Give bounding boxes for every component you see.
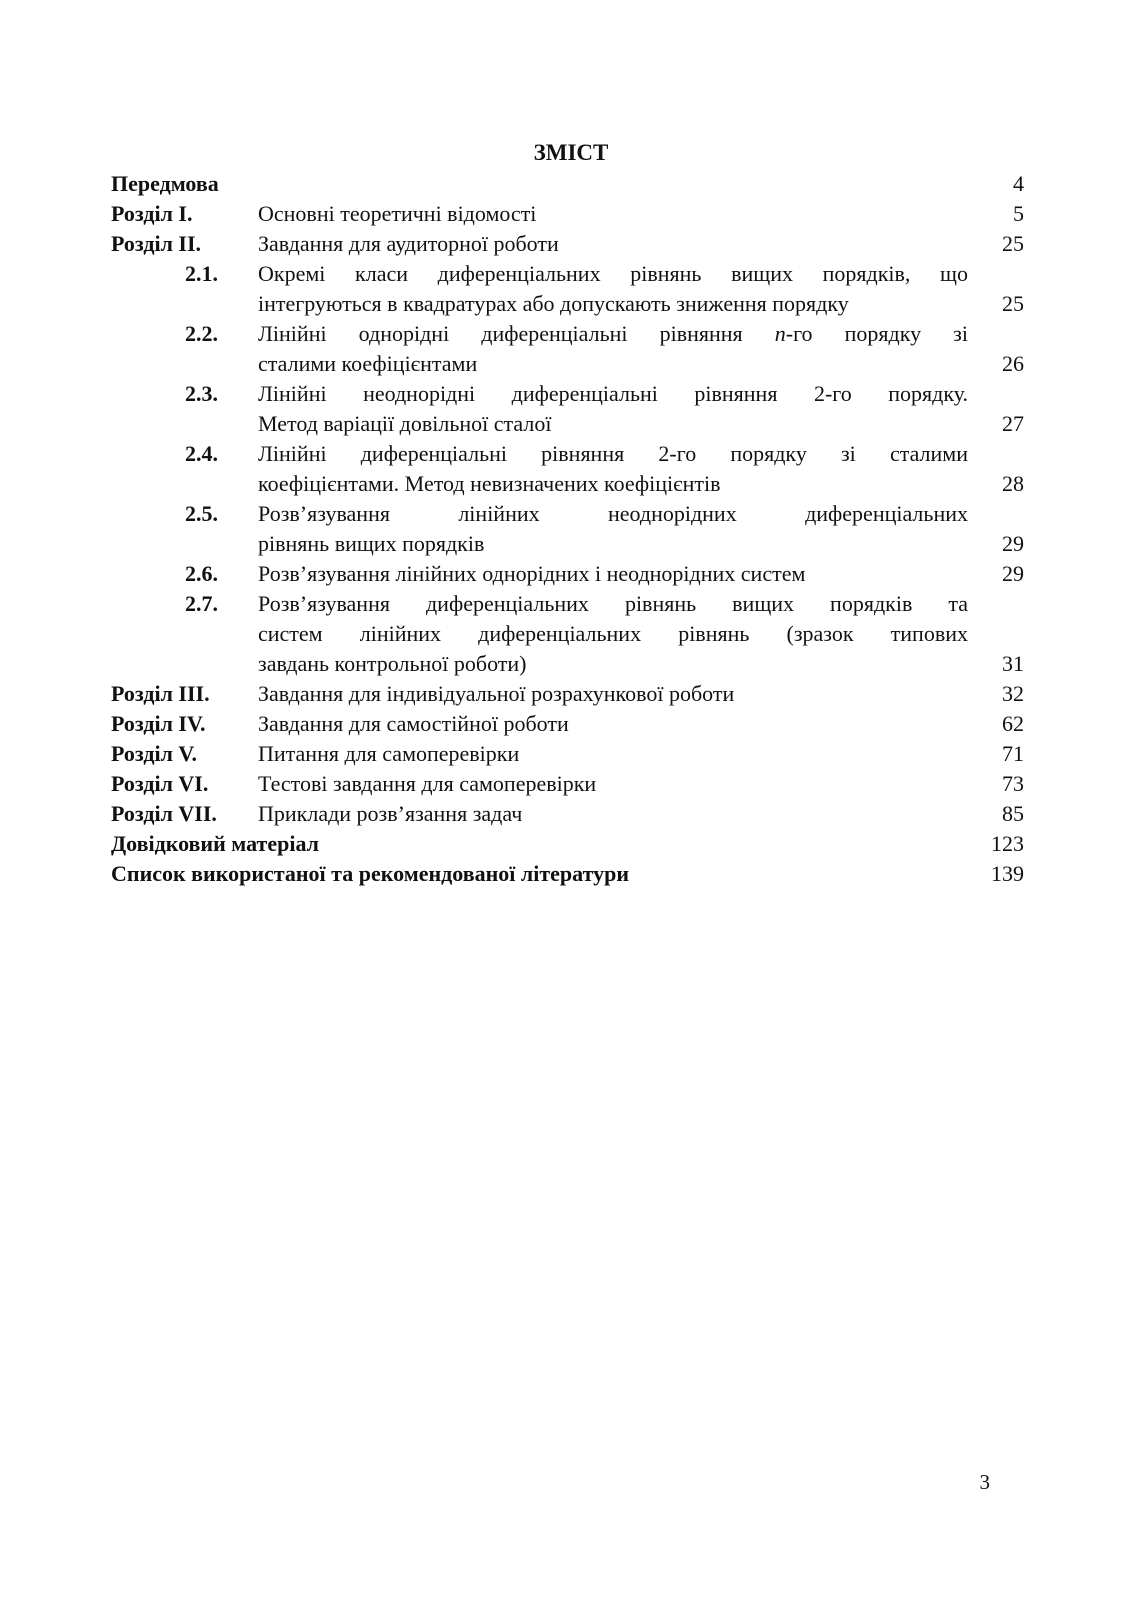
toc-label: 2.2. <box>185 321 218 346</box>
toc-label: 2.5. <box>185 501 218 526</box>
toc-page: 123 <box>991 831 1024 856</box>
toc-entry-2-4[interactable] <box>0 439 1142 499</box>
toc-text-line: Тестові завдання для самоперевірки <box>258 771 597 796</box>
toc-entry-2-5[interactable] <box>0 499 1142 559</box>
toc-page: 29 <box>1002 561 1024 586</box>
toc-text-line: Розв’язування лінійних неоднорідних диференціальних <box>258 501 968 526</box>
toc-entry-2-3[interactable] <box>0 379 1142 439</box>
toc-text-line: Питання для самоперевірки <box>258 741 520 766</box>
toc-text-line: Завдання для індивідуальної розрахункової роботи <box>258 681 735 706</box>
toc-text-line: рівнянь вищих порядків <box>258 531 485 556</box>
toc-label: Розділ II. <box>111 231 202 256</box>
math-variable: n <box>774 321 786 346</box>
toc-entry-section-3[interactable] <box>0 679 1142 709</box>
toc-text-line: Завдання для самостійної роботи <box>258 711 569 736</box>
toc-text-line: Розв’язування диференціальних рівнянь вищих порядків та <box>258 591 968 616</box>
toc-label: 2.4. <box>185 441 218 466</box>
toc-page: 85 <box>1002 801 1024 826</box>
toc-entry-reference-material[interactable] <box>0 829 1142 859</box>
toc-label: 2.3. <box>185 381 218 406</box>
toc-text-line: Метод варіації довільної сталої <box>258 411 552 436</box>
toc-entry-2-2[interactable] <box>0 319 1142 379</box>
page-number: 3 <box>979 1470 990 1494</box>
toc-label: 2.1. <box>185 261 218 286</box>
toc-page: 29 <box>1002 531 1024 556</box>
toc-page: 4 <box>1013 171 1024 196</box>
toc-page: 62 <box>1002 711 1024 736</box>
toc-text-line: Лінійні неоднорідні диференціальні рівняння 2-го порядку. <box>258 381 968 406</box>
toc-label: 2.7. <box>185 591 218 616</box>
toc-label: Довідковий матеріал <box>111 831 320 856</box>
toc-entry-2-6[interactable] <box>0 559 1142 589</box>
toc-text-line: сталими коефіцієнтами <box>258 351 478 376</box>
toc-entry-section-5[interactable] <box>0 739 1142 769</box>
toc-page: 26 <box>1002 351 1024 376</box>
toc-text-line: коефіцієнтами. Метод невизначених коефіцієнтів <box>258 471 721 496</box>
toc-label: Розділ V. <box>111 741 197 766</box>
table-of-contents <box>0 169 1142 889</box>
toc-page: 5 <box>1013 201 1024 226</box>
toc-text-line: Лінійні однорідні диференціальні рівняння n-го порядку зі <box>258 321 968 346</box>
toc-text-line: інтегруються в квадратурах або допускають зниження порядку <box>258 291 849 316</box>
toc-page: 25 <box>1002 231 1024 256</box>
toc-entry-section-2[interactable] <box>0 229 1142 259</box>
toc-label: Розділ VII. <box>111 801 217 826</box>
toc-page: 71 <box>1002 741 1024 766</box>
toc-entry-section-1[interactable] <box>0 199 1142 229</box>
toc-text-line: Завдання для аудиторної роботи <box>258 231 559 256</box>
toc-entry-section-7[interactable] <box>0 799 1142 829</box>
toc-label: Розділ IV. <box>111 711 206 736</box>
toc-label: Список використаної та рекомендованої літератури <box>111 861 629 886</box>
toc-page: 27 <box>1002 411 1024 436</box>
toc-text-line: Окремі класи диференціальних рівнянь вищих порядків, що <box>258 261 968 286</box>
toc-text-line: Розв’язування лінійних однорідних і неоднорідних систем <box>258 561 806 586</box>
toc-label: Передмова <box>111 171 219 196</box>
toc-entry-2-1[interactable] <box>0 259 1142 319</box>
toc-entry-2-7[interactable] <box>0 589 1142 679</box>
toc-label: Розділ I. <box>111 201 193 226</box>
toc-page: 28 <box>1002 471 1024 496</box>
toc-text-line: систем лінійних диференціальних рівнянь (зразок типових <box>258 621 968 646</box>
toc-page: 32 <box>1002 681 1024 706</box>
toc-page: 139 <box>991 861 1024 886</box>
toc-text-line: Лінійні диференціальні рівняння 2-го порядку зі сталими <box>258 441 968 466</box>
toc-title: ЗМІСТ <box>533 140 609 165</box>
toc-label: Розділ III. <box>111 681 210 706</box>
toc-text-line: Приклади розв’язання задач <box>258 801 523 826</box>
toc-entry-section-6[interactable] <box>0 769 1142 799</box>
toc-page: 31 <box>1002 651 1024 676</box>
toc-entry-bibliography[interactable] <box>0 859 1142 889</box>
toc-text-line: завдань контрольної роботи) <box>258 651 527 676</box>
toc-label: Розділ VI. <box>111 771 209 796</box>
toc-text-line: Основні теоретичні відомості <box>258 201 537 226</box>
toc-page: 25 <box>1002 291 1024 316</box>
toc-entry-section-4[interactable] <box>0 709 1142 739</box>
toc-label: 2.6. <box>185 561 218 586</box>
toc-entry-preface[interactable] <box>0 169 1142 199</box>
toc-page: 73 <box>1002 771 1024 796</box>
